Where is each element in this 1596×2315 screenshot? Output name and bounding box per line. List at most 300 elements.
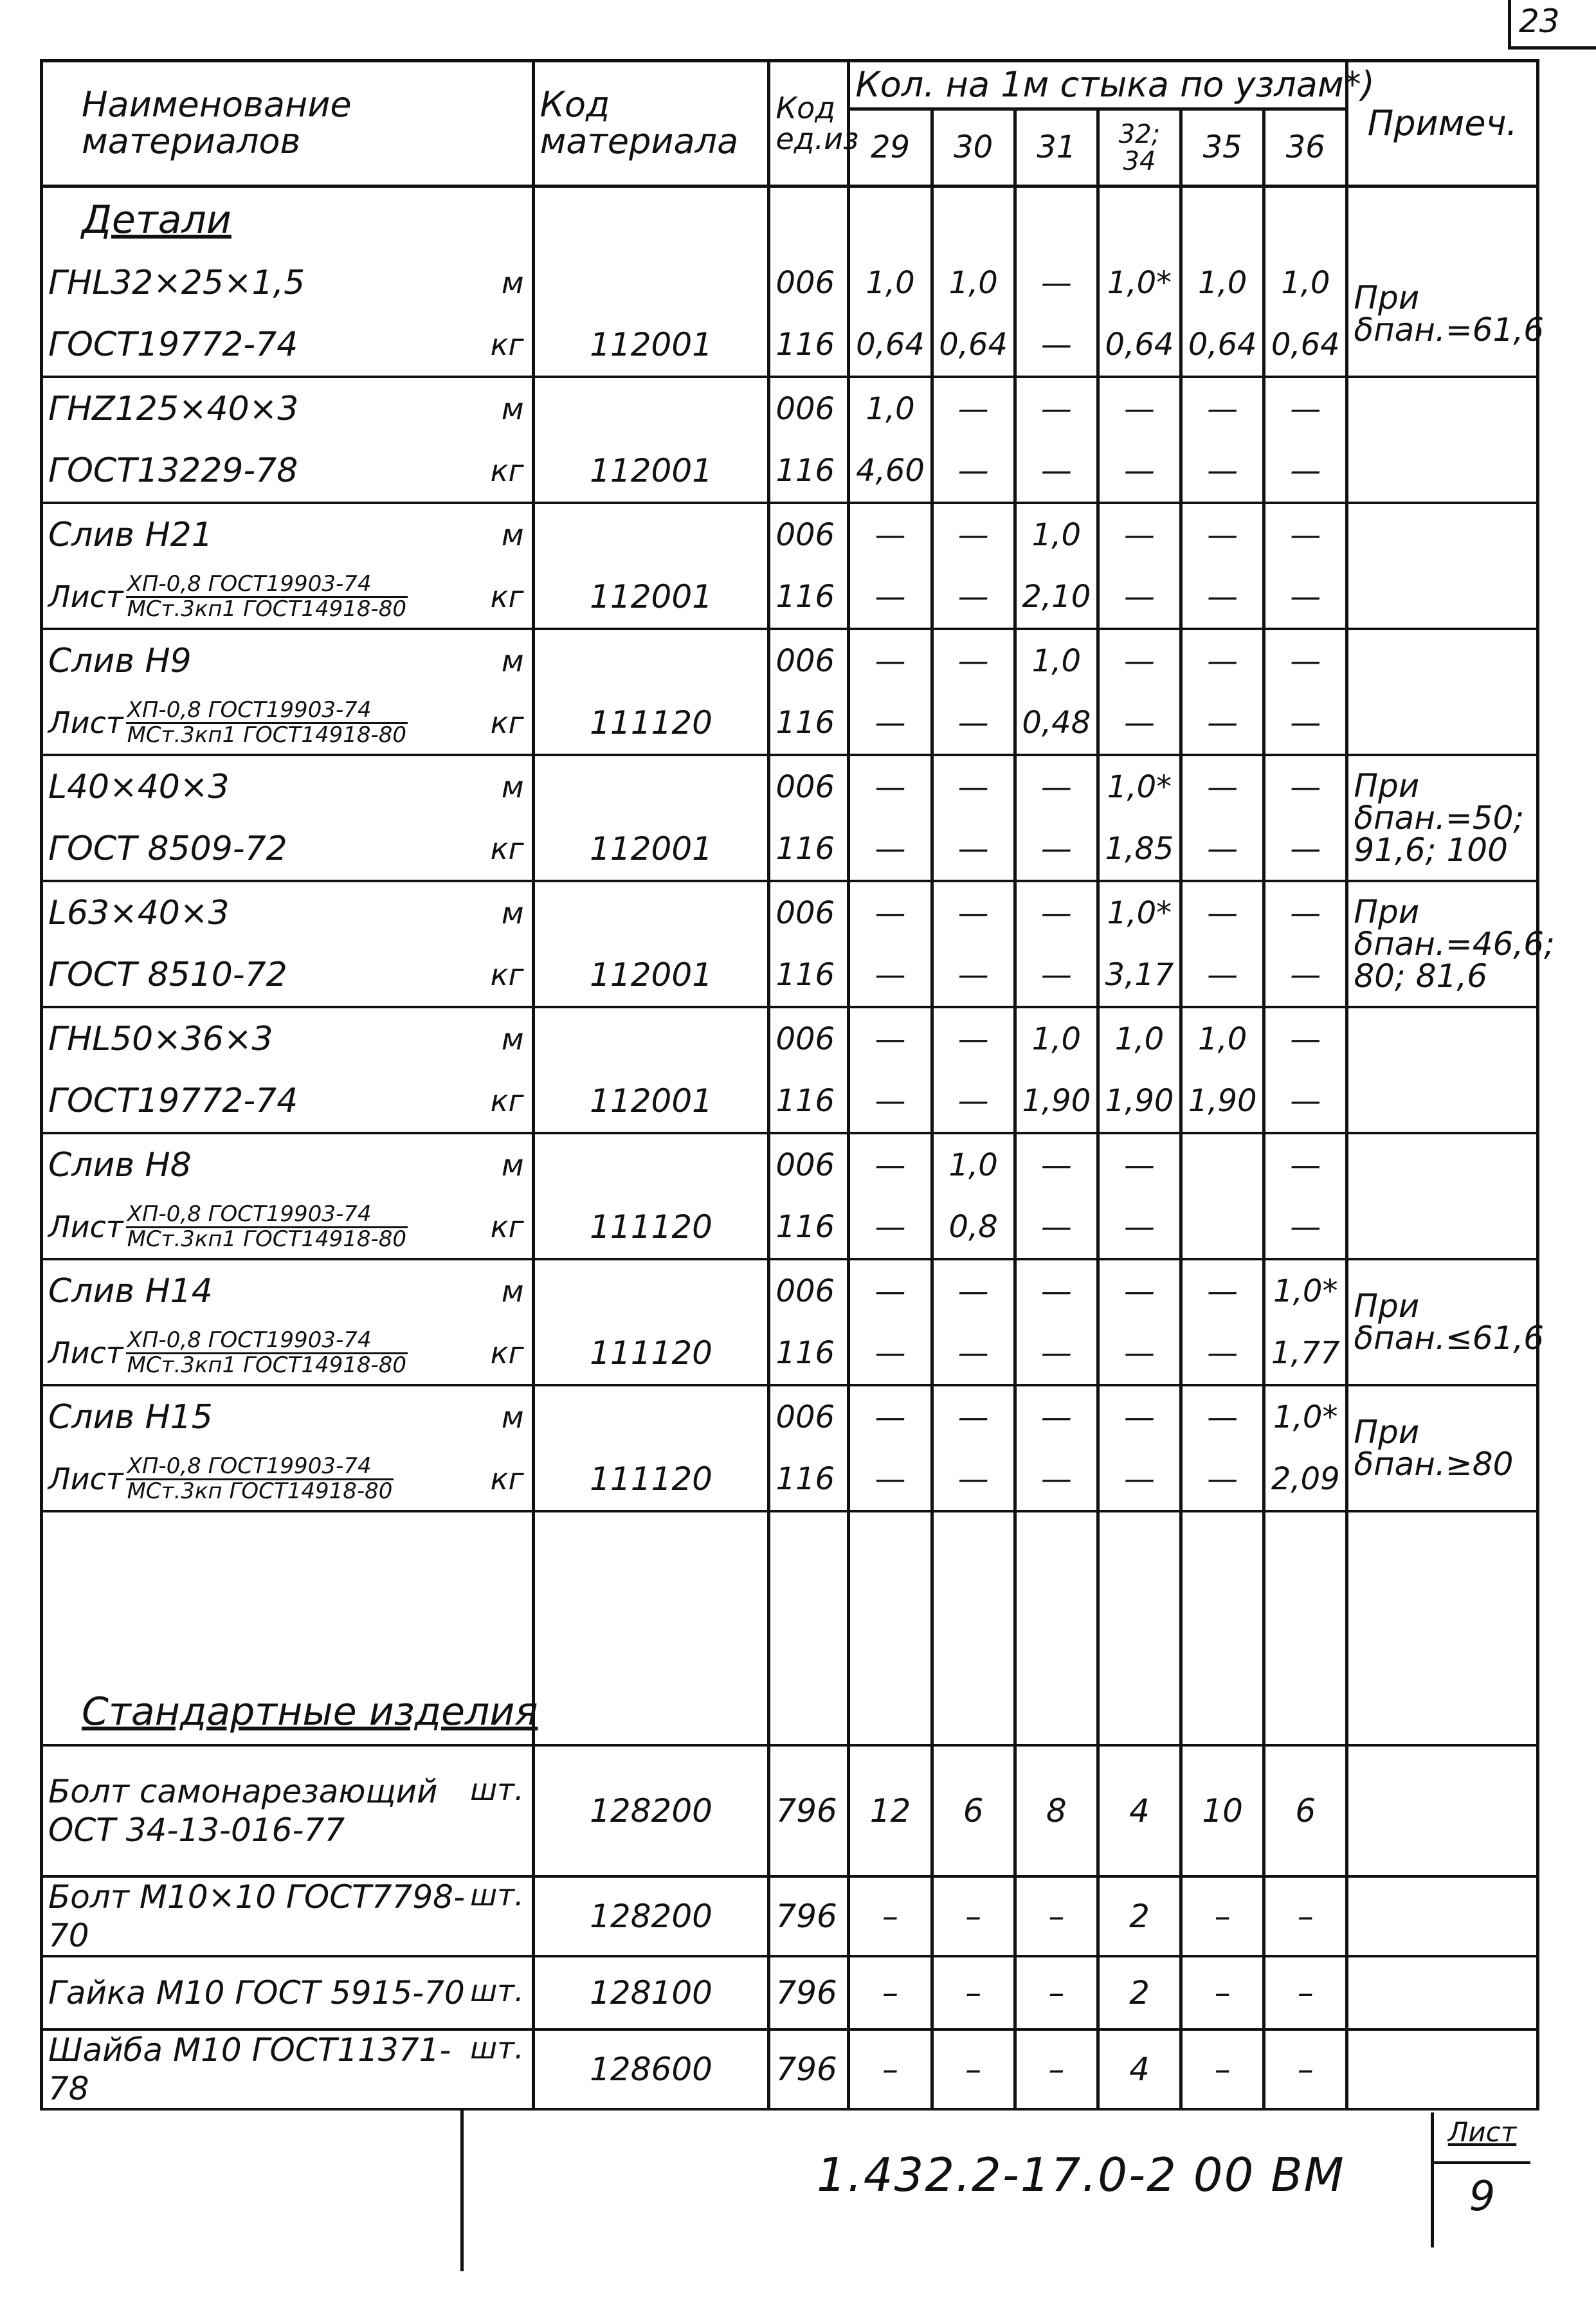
- material-name-line2: [48, 1070, 527, 1132]
- header-note: Примеч.: [1347, 61, 1538, 186]
- material-name-line2: [48, 1196, 527, 1258]
- unit-code: [769, 252, 849, 377]
- material-name: ГНL50×36×3: [48, 1020, 273, 1058]
- qty-value-kg: —: [1123, 1209, 1155, 1245]
- material-name-line2: [48, 1448, 527, 1510]
- sheet-fraction: [126, 1329, 408, 1377]
- sheet-fraction: [126, 570, 408, 622]
- qty-value-kg: —: [957, 957, 989, 993]
- qty-cell-node-29: [849, 629, 932, 755]
- qty-value-m: —: [1207, 1273, 1238, 1309]
- unit-label: м: [501, 1400, 524, 1435]
- sheet-box: [1431, 2112, 1530, 2247]
- material-code-line2: 112001: [590, 452, 712, 489]
- material-code-line2: 112001: [590, 326, 712, 363]
- note-cell: [1347, 1007, 1538, 1133]
- qty-value-kg: —: [1207, 1461, 1238, 1497]
- sheet-fraction-bottom: МСт.3кп ГОСТ14918-80: [127, 1478, 393, 1504]
- standard-item-name: [42, 1745, 534, 1876]
- unit-code-kg: 116: [775, 1461, 835, 1497]
- qty-value-m: —: [957, 1399, 989, 1435]
- unit-label: м: [501, 770, 524, 804]
- material-code-line1: [540, 630, 763, 692]
- qty-value-kg: 1,90: [1188, 1083, 1257, 1119]
- header-name: Наименование материалов: [42, 61, 534, 186]
- qty-value-kg: —: [875, 705, 906, 741]
- material-code: [533, 629, 769, 755]
- sheet-fraction-top: ХП-0,8 ГОСТ19903-74: [126, 1455, 394, 1480]
- material-row: [42, 1007, 1538, 1133]
- unit-label: кг: [490, 327, 524, 362]
- sheet-fraction-bottom: МСт.3кп1 ГОСТ14918-80: [127, 595, 407, 622]
- qty-cell-node-31: [1015, 1133, 1098, 1259]
- qty-value-m: —: [875, 1021, 906, 1057]
- qty-cell-node-35: [1181, 503, 1264, 629]
- material-name: Слив Н15: [48, 1398, 213, 1437]
- qty-cell-node-35: [1181, 1385, 1264, 1511]
- unit-label: шт.: [470, 1878, 524, 1912]
- unit-code-m: 006: [775, 895, 835, 931]
- qty-value-m: 1,0: [1197, 1021, 1247, 1057]
- qty-value-kg: —: [875, 957, 906, 993]
- qty-value-m: —: [1123, 1273, 1155, 1309]
- qty-value-m: 1,0: [866, 391, 915, 427]
- document-code: 1.432.2-17.0-2 00 ВМ: [817, 2148, 1345, 2202]
- qty-value-m: —: [957, 1021, 989, 1057]
- qty-value-kg: —: [875, 1461, 906, 1497]
- qty-value-kg: —: [1123, 1335, 1155, 1371]
- qty-value-kg: —: [1290, 579, 1321, 615]
- node-header-4: 35: [1181, 109, 1264, 186]
- qty-value-m: —: [1290, 517, 1321, 553]
- qty-cell-node-31: [1015, 377, 1098, 503]
- qty-cell-node-30: [932, 1133, 1015, 1259]
- qty-cell-node-3234: [1098, 755, 1181, 881]
- standard-item-name: [42, 1876, 534, 1956]
- qty-cell-node-3234: [1098, 881, 1181, 1007]
- unit-label: кг: [490, 1210, 524, 1244]
- standard-item-note: [1347, 1956, 1538, 2029]
- qty-cell-node-3234: [1098, 1259, 1181, 1385]
- qty-value-kg: —: [1290, 1209, 1321, 1245]
- qty-cell-node-36: [1264, 252, 1347, 377]
- standard-item-qty: –: [1264, 1956, 1347, 2029]
- qty-value-kg: —: [1040, 1335, 1072, 1371]
- material-name: Слив Н14: [48, 1272, 213, 1311]
- material-name-line1: [48, 1134, 527, 1196]
- material-name-cell: [42, 881, 534, 1007]
- material-code-line1: [540, 1134, 763, 1196]
- standard-item-name: [42, 2029, 534, 2109]
- section-row-details: [42, 186, 1538, 253]
- qty-value-m: 1,0*: [1273, 1399, 1338, 1435]
- qty-value-m: 1,0: [1031, 643, 1081, 679]
- qty-cell-node-30: [932, 881, 1015, 1007]
- qty-value-m: —: [1123, 391, 1155, 427]
- qty-value-m: —: [1207, 391, 1238, 427]
- node-header-5: 36: [1264, 109, 1347, 186]
- unit-code-kg: 116: [775, 453, 835, 489]
- unit-code-kg: 116: [775, 1209, 835, 1245]
- qty-value-kg: —: [1207, 957, 1238, 993]
- material-name: Слив Н8: [48, 1146, 192, 1185]
- material-row: [42, 1385, 1538, 1511]
- note-cell: При δпан.≥80: [1347, 1385, 1538, 1511]
- note-cell: [1347, 503, 1538, 629]
- unit-code: [769, 1385, 849, 1511]
- material-name-cell: [42, 629, 534, 755]
- sheet-fraction-top: ХП-0,8 ГОСТ19903-74: [126, 573, 408, 598]
- material-row: [42, 252, 1538, 377]
- qty-value-m: —: [957, 1273, 989, 1309]
- qty-cell-node-29: [849, 1385, 932, 1511]
- qty-value-m: 1,0: [948, 265, 998, 301]
- qty-value-kg: [1188, 1196, 1257, 1258]
- qty-value-kg: 1,77: [1271, 1335, 1340, 1371]
- qty-value-m: —: [1207, 769, 1238, 805]
- qty-value-kg: —: [1123, 705, 1155, 741]
- qty-cell-node-29: [849, 377, 932, 503]
- qty-value-kg: —: [1207, 831, 1238, 867]
- material-row: [42, 377, 1538, 503]
- material-code: [533, 1007, 769, 1133]
- qty-cell-node-29: [849, 252, 932, 377]
- qty-value-kg: 1,90: [1022, 1083, 1091, 1119]
- qty-cell-node-30: [932, 629, 1015, 755]
- unit-code: [769, 881, 849, 1007]
- sheet-number: 9: [1469, 2173, 1496, 2220]
- qty-value-m: 1,0: [1114, 1021, 1165, 1057]
- qty-cell-node-36: [1264, 881, 1347, 1007]
- qty-value-m: —: [1123, 1147, 1155, 1183]
- qty-cell-node-31: [1015, 1385, 1098, 1511]
- qty-value-kg: —: [957, 831, 989, 867]
- qty-value-m: —: [1123, 643, 1155, 679]
- section-title-details: Детали: [42, 186, 534, 253]
- standard-item-code: 128600: [533, 2029, 769, 2109]
- qty-value-m: —: [1123, 1399, 1155, 1435]
- standard-item-note: [1347, 1876, 1538, 1956]
- node-header-1: 30: [932, 109, 1015, 186]
- qty-cell-node-36: [1264, 755, 1347, 881]
- spacer-row: [42, 1511, 1538, 1680]
- qty-cell-node-30: [932, 755, 1015, 881]
- node-header-2: 31: [1015, 109, 1098, 186]
- qty-value-m: [1188, 1134, 1257, 1196]
- header-unit-code: Код ед.из: [769, 61, 849, 186]
- standard-item-code: 128100: [533, 1956, 769, 2029]
- qty-cell-node-29: [849, 1259, 932, 1385]
- unit-label: шт.: [470, 1974, 524, 2008]
- standard-item-title: Болт М10×10 ГОСТ7798-70: [48, 1878, 465, 1954]
- qty-value-m: —: [1290, 391, 1321, 427]
- note-cell: При δпан.=46,6; 80; 81,6: [1347, 881, 1538, 1007]
- qty-cell-node-30: [932, 1385, 1015, 1511]
- qty-cell-node-36: [1264, 1259, 1347, 1385]
- unit-code-kg: 116: [775, 705, 835, 741]
- qty-value-kg: —: [875, 1209, 906, 1245]
- qty-value-m: —: [875, 769, 906, 805]
- qty-value-m: —: [957, 643, 989, 679]
- qty-value-m: 1,0*: [1273, 1273, 1338, 1309]
- material-code: [533, 1259, 769, 1385]
- qty-cell-node-35: [1181, 755, 1264, 881]
- material-name-line1: [48, 1260, 527, 1322]
- qty-value-m: 1,0*: [1107, 265, 1172, 301]
- unit-label: м: [501, 1148, 524, 1183]
- qty-value-kg: —: [957, 579, 989, 615]
- material-name-line1: [48, 882, 527, 944]
- qty-cell-node-29: [849, 503, 932, 629]
- qty-cell-node-30: [932, 1259, 1015, 1385]
- qty-value-kg: 2,09: [1271, 1461, 1340, 1497]
- standard-item-row: [42, 1745, 1538, 1876]
- qty-cell-node-3234: [1098, 1385, 1181, 1511]
- unit-code-m: 006: [775, 1147, 835, 1183]
- material-code-line1: [540, 1008, 763, 1070]
- standard-item-title: Гайка М10 ГОСТ 5915-70: [48, 1974, 465, 2011]
- qty-value-kg: —: [957, 1083, 989, 1119]
- qty-value-m: —: [875, 1399, 906, 1435]
- qty-value-kg: —: [1290, 705, 1321, 741]
- material-name: ГНL32×25×1,5: [48, 264, 305, 302]
- standard-item-unit-code: 796: [769, 1956, 849, 2029]
- standard-item-title: Шайба М10 ГОСТ11371-78: [48, 2031, 451, 2107]
- standard-item-qty: 10: [1181, 1745, 1264, 1876]
- qty-value-m: —: [1207, 517, 1238, 553]
- qty-value-kg: 0,64: [939, 327, 1008, 363]
- material-name-line2: [48, 944, 527, 1006]
- material-code-line2: 111120: [590, 704, 712, 741]
- material-name: L40×40×3: [48, 768, 230, 806]
- qty-value-kg: 0,64: [1105, 327, 1174, 363]
- qty-value-m: —: [957, 895, 989, 931]
- qty-cell-node-35: [1181, 881, 1264, 1007]
- standard-item-qty: 4: [1098, 2029, 1181, 2109]
- unit-label: шт.: [470, 2031, 524, 2065]
- material-code-line2: 111120: [590, 1460, 712, 1498]
- material-code-line2: 111120: [590, 1334, 712, 1372]
- unit-code-kg: 116: [775, 831, 835, 867]
- qty-value-kg: 0,64: [1271, 327, 1340, 363]
- qty-value-kg: —: [875, 1083, 906, 1119]
- qty-value-kg: —: [1123, 1461, 1155, 1497]
- qty-value-kg: —: [1123, 579, 1155, 615]
- standard-item-qty: 2: [1098, 1956, 1181, 2029]
- material-row: [42, 1259, 1538, 1385]
- qty-value-kg: 2,10: [1022, 579, 1091, 615]
- qty-value-m: —: [1040, 1273, 1072, 1309]
- qty-value-m: —: [1207, 895, 1238, 931]
- standard-item-row: [42, 1876, 1538, 1956]
- standard-item-qty: 8: [1015, 1745, 1098, 1876]
- standard-item-row: [42, 1956, 1538, 2029]
- sheet-fraction-top: ХП-0,8 ГОСТ19903-74: [126, 1203, 408, 1228]
- unit-code: [769, 755, 849, 881]
- qty-cell-node-3234: [1098, 377, 1181, 503]
- standard-item-qty: 6: [932, 1745, 1015, 1876]
- sheet-fraction-top: ХП-0,8 ГОСТ19903-74: [126, 1329, 408, 1354]
- qty-value-kg: 0,64: [1188, 327, 1257, 363]
- unit-code-m: 006: [775, 769, 835, 805]
- materials-table: [40, 59, 1555, 2111]
- sheet-prefix: Лист: [48, 1210, 123, 1244]
- qty-value-m: —: [1290, 1021, 1321, 1057]
- material-code-line2: 112001: [590, 956, 712, 994]
- unit-code-m: 006: [775, 1273, 835, 1309]
- material-name-line2: [48, 692, 527, 754]
- material-code-line1: [540, 756, 763, 818]
- material-name-cell: [42, 503, 534, 629]
- material-name: Слив Н9: [48, 642, 192, 680]
- qty-value-kg: —: [1290, 1083, 1321, 1119]
- unit-code-m: 006: [775, 1399, 835, 1435]
- material-code: [533, 881, 769, 1007]
- standard-item-qty: –: [932, 2029, 1015, 2109]
- qty-value-kg: —: [1207, 579, 1238, 615]
- qty-value-kg: —: [1207, 1335, 1238, 1371]
- qty-value-kg: —: [1040, 1461, 1072, 1497]
- sheet-fraction: [126, 696, 408, 748]
- qty-cell-node-29: [849, 1133, 932, 1259]
- qty-value-m: —: [875, 895, 906, 931]
- material-name-cell: [42, 252, 534, 377]
- unit-code: [769, 1007, 849, 1133]
- qty-cell-node-3234: [1098, 1133, 1181, 1259]
- material-name-cell: [42, 755, 534, 881]
- qty-cell-node-31: [1015, 881, 1098, 1007]
- material-code-line1: [540, 1260, 763, 1322]
- qty-cell-node-30: [932, 1007, 1015, 1133]
- standard-item-qty: –: [1015, 1876, 1098, 1956]
- materials-body: [42, 186, 1555, 2110]
- standard-item-qty: –: [849, 1876, 932, 1956]
- unit-label: м: [501, 518, 524, 552]
- material-name-cell: [42, 1259, 534, 1385]
- sheet-fraction-top: ХП-0,8 ГОСТ19903-74: [126, 699, 408, 724]
- qty-value-kg: 4,60: [856, 453, 925, 489]
- unit-code-kg: 116: [775, 579, 835, 615]
- qty-value-kg: —: [1290, 831, 1321, 867]
- standard-item-code: 128200: [533, 1745, 769, 1876]
- sheet-prefix: Лист: [48, 1462, 123, 1496]
- material-standard: ГОСТ 8510-72: [48, 956, 287, 994]
- unit-label: шт.: [470, 1772, 524, 1807]
- material-code-line1: [540, 504, 763, 566]
- standard-item-note: [1347, 1745, 1538, 1876]
- qty-value-kg: —: [957, 705, 989, 741]
- material-name-line2: [48, 1322, 527, 1384]
- qty-value-m: —: [1290, 643, 1321, 679]
- unit-label: кг: [490, 579, 524, 614]
- header-material-code: Код материала: [533, 61, 769, 186]
- standard-item-qty: 12: [849, 1745, 932, 1876]
- material-name: L63×40×3: [48, 894, 230, 932]
- material-code-line2: 112001: [590, 830, 712, 867]
- qty-cell-node-3234: [1098, 503, 1181, 629]
- unit-code: [769, 629, 849, 755]
- unit-label: кг: [490, 1336, 524, 1370]
- unit-code-m: 006: [775, 517, 835, 553]
- sheet-fraction: [126, 1455, 394, 1503]
- unit-label: м: [501, 1274, 524, 1309]
- material-code-line1: [540, 252, 763, 314]
- standard-item-qty: 4: [1098, 1745, 1181, 1876]
- standard-item-qty: 2: [1098, 1876, 1181, 1956]
- material-name-line1: [48, 1386, 527, 1448]
- sheet-fraction: [126, 1203, 408, 1251]
- material-code: [533, 252, 769, 377]
- unit-code-kg: 116: [775, 327, 835, 363]
- sheet-spec: [48, 1329, 408, 1377]
- qty-cell-node-29: [849, 881, 932, 1007]
- header-qty-group: Кол. на 1м стыка по узлам*): [849, 61, 1347, 109]
- node-header-0: 29: [849, 109, 932, 186]
- standard-item-unit-code: 796: [769, 1876, 849, 1956]
- qty-value-m: 1,0: [866, 265, 915, 301]
- unit-label: м: [501, 644, 524, 678]
- unit-label: м: [501, 896, 524, 931]
- qty-value-m: —: [1290, 769, 1321, 805]
- sheet-label: Лист: [1434, 2112, 1530, 2164]
- qty-value-m: —: [1290, 1147, 1321, 1183]
- unit-code: [769, 503, 849, 629]
- qty-value-m: —: [1207, 643, 1238, 679]
- note-cell: [1347, 377, 1538, 503]
- standard-item-qty: –: [1015, 1956, 1098, 2029]
- standard-item-qty: –: [1181, 1876, 1264, 1956]
- qty-value-m: 1,0: [1281, 265, 1330, 301]
- qty-value-kg: 1,90: [1105, 1083, 1174, 1119]
- unit-label: кг: [490, 958, 524, 992]
- qty-value-m: —: [957, 391, 989, 427]
- qty-cell-node-36: [1264, 503, 1347, 629]
- material-code-line2: 112001: [590, 1082, 712, 1120]
- standard-item-qty: –: [849, 2029, 932, 2109]
- qty-value-kg: 0,64: [856, 327, 925, 363]
- unit-code-kg: 116: [775, 957, 835, 993]
- unit-label: кг: [490, 453, 524, 488]
- qty-cell-node-35: [1181, 377, 1264, 503]
- sheet-spec: [48, 696, 408, 748]
- material-code: [533, 755, 769, 881]
- material-standard: ГОСТ 8509-72: [48, 830, 287, 868]
- material-name-line1: [48, 378, 527, 440]
- unit-label: кг: [490, 831, 524, 866]
- qty-value-kg: —: [1290, 453, 1321, 489]
- qty-value-kg: 0,48: [1022, 705, 1091, 741]
- material-row: [42, 755, 1538, 881]
- note-cell: При δпан.=50; 91,6; 100: [1347, 755, 1538, 881]
- page-number: 23: [1508, 0, 1596, 50]
- qty-value-kg: —: [1040, 327, 1072, 363]
- standard-item-note: [1347, 2029, 1538, 2109]
- qty-value-m: —: [875, 643, 906, 679]
- qty-value-m: —: [957, 517, 989, 553]
- qty-value-kg: —: [1123, 453, 1155, 489]
- qty-cell-node-30: [932, 503, 1015, 629]
- qty-value-kg: —: [1207, 705, 1238, 741]
- unit-code-m: 006: [775, 1021, 835, 1057]
- standard-item-qty: –: [932, 1876, 1015, 1956]
- qty-value-m: —: [1207, 1399, 1238, 1435]
- material-name-line1: [48, 252, 527, 314]
- note-cell: При δпан.=61,6: [1347, 252, 1538, 377]
- qty-value-kg: —: [1040, 831, 1072, 867]
- qty-value-kg: —: [1207, 453, 1238, 489]
- qty-value-kg: 1,85: [1105, 831, 1174, 867]
- qty-value-m: —: [1040, 769, 1072, 805]
